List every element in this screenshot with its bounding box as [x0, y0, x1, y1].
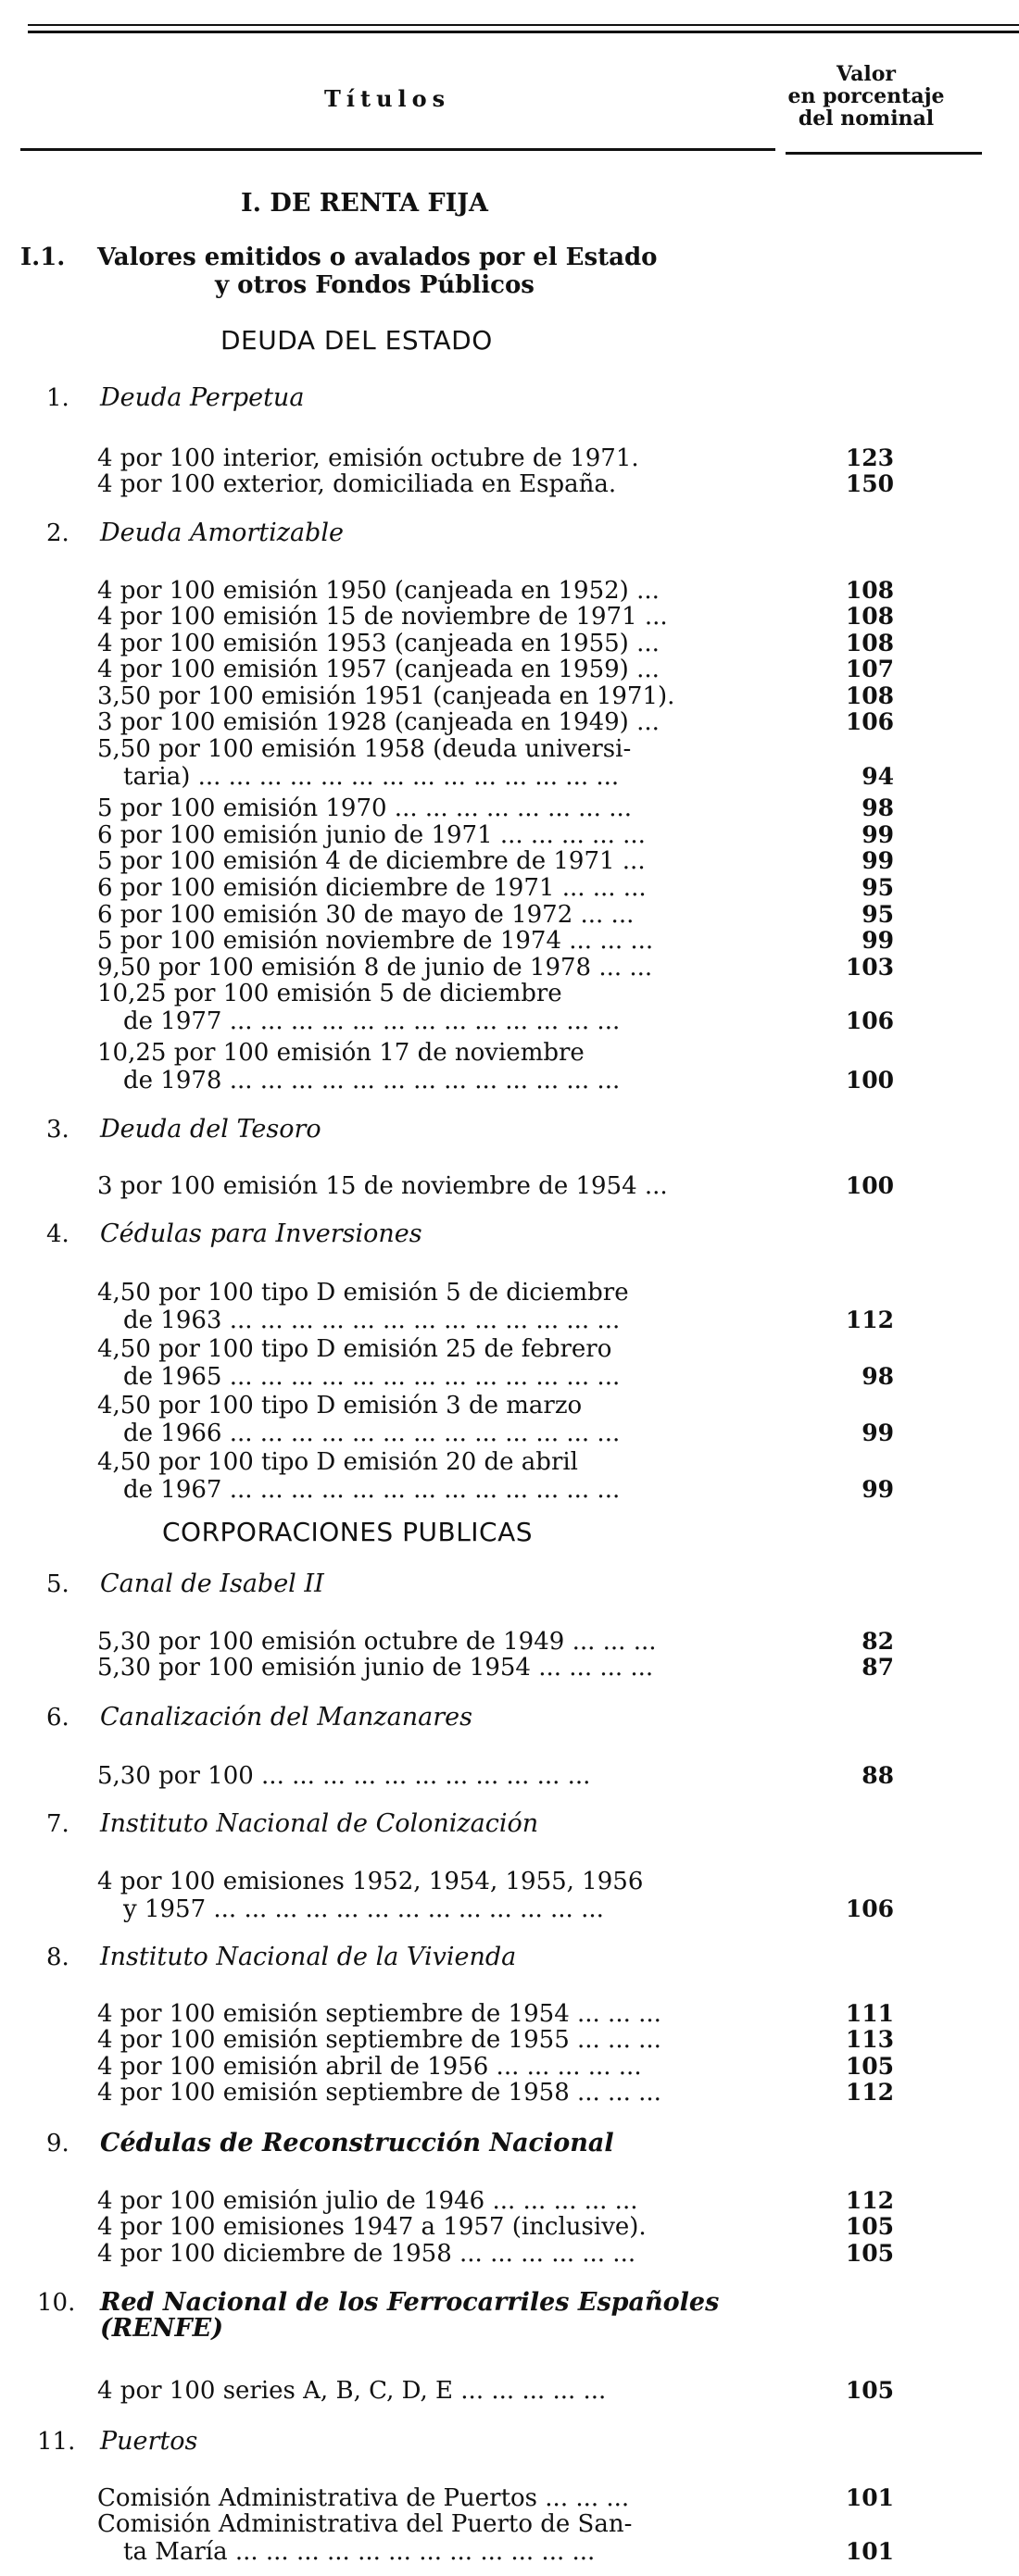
group-title: Deuda del Tesoro: [100, 1115, 321, 1144]
security-entry: [97, 2213, 755, 2241]
security-entry-text: 5,30 por 100 emisión octubre de 1949 ... ... ...: [97, 1628, 657, 1656]
percent-value: 106: [845, 708, 894, 735]
security-entry: [97, 927, 755, 955]
percent-value: 112: [845, 2079, 894, 2106]
security-entry-text: 6 por 100 emisión 30 de mayo de 1972 ... ...: [97, 901, 635, 929]
top-rule-second: [28, 31, 1019, 33]
percent-value: 98: [862, 1363, 894, 1390]
percent-value: 108: [845, 630, 894, 657]
security-entry-text: 4 por 100 emisión septiembre de 1958 ... ... ...: [97, 2079, 661, 2107]
security-entry: [97, 1172, 755, 1200]
security-entry-text: de 1978 ... ... ... ... ... ... ... ... ... ... ... ... ...: [123, 1067, 621, 1094]
security-entry-text: Comisión Administrativa del Puerto de San-: [97, 2510, 633, 2538]
security-entry-text: 4 por 100 diciembre de 1958 ... ... ... ... ... ...: [97, 2240, 636, 2268]
security-entry: [97, 603, 755, 631]
security-entry-text: 4 por 100 emisión 1957 (canjeada en 1959) ...: [97, 656, 660, 683]
security-entry: [97, 954, 755, 982]
percent-value: 98: [862, 794, 894, 821]
security-entry: [97, 735, 755, 791]
security-entry-text: ta María ... ... ... ... ... ... ... ... ... ... ... ...: [123, 2538, 596, 2566]
category-heading: CORPORACIONES PUBLICAS: [162, 1517, 534, 1547]
group-number: 5.: [46, 1570, 69, 1598]
security-entry: [97, 2377, 755, 2405]
percent-value: 105: [845, 2240, 894, 2267]
security-entry-text: 6 por 100 emisión diciembre de 1971 ... ... ...: [97, 874, 647, 902]
security-entry: [97, 1279, 755, 1334]
security-entry-text: de 1963 ... ... ... ... ... ... ... ... ... ... ... ... ...: [123, 1307, 621, 1334]
security-entry: [97, 1868, 755, 1923]
security-entry: [97, 2484, 755, 2512]
category-heading: DEUDA DEL ESTADO: [220, 325, 493, 356]
security-entry-text: 4,50 por 100 tipo D emisión 25 de febrero: [97, 1335, 612, 1363]
header-rule-value: [786, 152, 982, 155]
percent-value: 112: [845, 1307, 894, 1333]
percent-value: 150: [845, 470, 894, 497]
security-entry-text: 5,30 por 100 ... ... ... ... ... ... ... ... ... ... ...: [97, 1762, 591, 1790]
group-number: 6.: [46, 1704, 69, 1732]
security-entry-text: 4,50 por 100 tipo D emisión 20 de abril: [97, 1448, 578, 1476]
group-number: 10.: [37, 2289, 76, 2317]
security-entry-text: 3 por 100 emisión 15 de noviembre de 1954 ...: [97, 1172, 668, 1200]
security-entry-text: 4 por 100 emisión septiembre de 1954 ... ... ...: [97, 2000, 661, 2028]
group-number: 1.: [46, 384, 69, 412]
security-entry-text: 4 por 100 emisión abril de 1956 ... ... ... ... ...: [97, 2053, 642, 2081]
security-entry-text: 3,50 por 100 emisión 1951 (canjeada en 1971).: [97, 682, 675, 710]
percent-value: 106: [845, 1007, 894, 1034]
group-number: 8.: [46, 1944, 69, 1971]
security-entry-text: taria) ... ... ... ... ... ... ... ... ... ... ... ... ... ...: [123, 763, 620, 791]
percent-value: 112: [845, 2187, 894, 2214]
top-rule: [28, 24, 1019, 26]
security-entry: [97, 821, 755, 849]
percent-value: 99: [862, 1476, 894, 1503]
column-header-valor-line: del nominal: [798, 106, 935, 131]
column-header-titulos: Títulos: [324, 85, 451, 112]
security-entry: [97, 2026, 755, 2054]
security-entry-text: de 1967 ... ... ... ... ... ... ... ... ... ... ... ... ...: [123, 1476, 621, 1504]
percent-value: 103: [845, 954, 894, 981]
security-entry-text: 4 por 100 series A, B, C, D, E ... ... ... ... ...: [97, 2377, 607, 2405]
security-entry-text: 4 por 100 emisiones 1952, 1954, 1955, 1956: [97, 1868, 644, 1895]
group-number: 9.: [46, 2130, 69, 2157]
security-entry: [97, 1392, 755, 1447]
group-number: 4.: [46, 1220, 69, 1248]
percent-value: 99: [862, 927, 894, 954]
group-number: 2.: [46, 519, 69, 547]
group-title: Instituto Nacional de la Vivienda: [100, 1943, 517, 1971]
group-title: Red Nacional de los Ferrocarriles Españoles: [100, 2288, 720, 2317]
security-entry-text: 4 por 100 emisión 1953 (canjeada en 1955) ...: [97, 630, 660, 657]
security-entry: [97, 444, 755, 472]
security-entry-text: 4 por 100 interior, emisión octubre de 1971.: [97, 444, 639, 472]
subsection-number: I.1.: [20, 244, 66, 271]
security-entry: [97, 1654, 755, 1682]
column-header-valor-line: en porcentaje: [787, 84, 945, 108]
group-title: Cédulas de Reconstrucción Nacional: [100, 2129, 614, 2157]
security-entry: [97, 874, 755, 902]
percent-value: 100: [845, 1067, 894, 1094]
group-title: Instituto Nacional de Colonización: [100, 1809, 539, 1838]
security-entry-text: 9,50 por 100 emisión 8 de junio de 1978 ... ...: [97, 954, 653, 982]
percent-value: 105: [845, 2213, 894, 2240]
percent-value: 123: [845, 444, 894, 471]
percent-value: 99: [862, 821, 894, 848]
security-entry-text: y 1957 ... ... ... ... ... ... ... ... ... ... ... ... ...: [123, 1895, 604, 1923]
security-entry-text: 10,25 por 100 emisión 5 de diciembre: [97, 980, 562, 1007]
security-entry-text: 5 por 100 emisión 1970 ... ... ... ... ... ... ... ...: [97, 794, 633, 822]
security-entry: [97, 630, 755, 657]
security-entry-text: 4 por 100 emisión 15 de noviembre de 1971 ...: [97, 603, 668, 631]
percent-value: 111: [845, 2000, 894, 2027]
subsection-title-line-2: y otros Fondos Públicos: [215, 271, 535, 299]
header-rule: [20, 148, 775, 151]
percent-value: 108: [845, 682, 894, 709]
security-entry: [97, 2510, 755, 2566]
percent-value: 82: [862, 1628, 894, 1655]
percent-value: 95: [862, 901, 894, 928]
percent-value: 105: [845, 2053, 894, 2080]
group-number: 7.: [46, 1810, 69, 1838]
security-entry: [97, 847, 755, 875]
security-entry: [97, 2000, 755, 2028]
group-title: Puertos: [100, 2427, 198, 2456]
security-entry-text: 5 por 100 emisión 4 de diciembre de 1971 ...: [97, 847, 646, 875]
security-entry-text: 10,25 por 100 emisión 17 de noviembre: [97, 1039, 585, 1067]
percent-value: 99: [862, 847, 894, 874]
security-entry-text: 4 por 100 emisión septiembre de 1955 ... ... ...: [97, 2026, 661, 2054]
security-entry: [97, 470, 755, 498]
percent-value: 108: [845, 603, 894, 630]
security-entry: [97, 2079, 755, 2107]
security-entry-text: de 1966 ... ... ... ... ... ... ... ... ... ... ... ... ...: [123, 1419, 621, 1447]
subsection-title-line-1: Valores emitidos o avalados por el Estado: [97, 244, 658, 271]
security-entry-text: de 1977 ... ... ... ... ... ... ... ... ... ... ... ... ...: [123, 1007, 621, 1035]
security-entry: [97, 980, 755, 1035]
percent-value: 88: [862, 1762, 894, 1789]
percent-value: 94: [862, 763, 894, 790]
security-entry: [97, 2053, 755, 2081]
percent-value: 101: [845, 2538, 894, 2565]
percent-value: 105: [845, 2377, 894, 2404]
security-entry-text: 4,50 por 100 tipo D emisión 5 de diciembre: [97, 1279, 629, 1307]
security-entry-text: 5 por 100 emisión noviembre de 1974 ... ... ...: [97, 927, 654, 955]
security-entry: [97, 1762, 755, 1790]
percent-value: 113: [845, 2026, 894, 2053]
percent-value: 101: [845, 2484, 894, 2511]
security-entry-text: 4 por 100 emisiones 1947 a 1957 (inclusive).: [97, 2213, 647, 2241]
security-entry: [97, 708, 755, 736]
security-entry-text: 4 por 100 emisión julio de 1946 ... ... ... ... ...: [97, 2187, 638, 2215]
security-entry-text: 4,50 por 100 tipo D emisión 3 de marzo: [97, 1392, 583, 1419]
security-entry: [97, 682, 755, 710]
security-entry: [97, 2187, 755, 2215]
group-number: 11.: [37, 2428, 76, 2456]
group-title: Cédulas para Inversiones: [100, 1219, 422, 1248]
group-title: Deuda Amortizable: [100, 519, 344, 547]
group-title: Canalización del Manzanares: [100, 1703, 472, 1732]
security-entry: [97, 656, 755, 683]
security-entry: [97, 2240, 755, 2268]
security-entry: [97, 577, 755, 605]
percent-value: 99: [862, 1419, 894, 1446]
percent-value: 100: [845, 1172, 894, 1199]
security-entry: [97, 1448, 755, 1504]
security-entry: [97, 1335, 755, 1391]
percent-value: 107: [845, 656, 894, 682]
percent-value: 95: [862, 874, 894, 901]
section-title: I. DE RENTA FIJA: [241, 189, 489, 218]
percent-value: 106: [845, 1895, 894, 1922]
security-entry: [97, 794, 755, 822]
security-entry-text: 6 por 100 emisión junio de 1971 ... ... ... ... ...: [97, 821, 646, 849]
column-header-valor: [774, 63, 959, 130]
security-entry-text: 4 por 100 emisión 1950 (canjeada en 1952) ...: [97, 577, 660, 605]
security-entry-text: 5,50 por 100 emisión 1958 (deuda universi-: [97, 735, 632, 763]
percent-value: 87: [862, 1654, 894, 1681]
security-entry: [97, 1039, 755, 1094]
group-title: (RENFE): [100, 2314, 223, 2343]
security-entry: [97, 1628, 755, 1656]
group-title: Canal de Isabel II: [100, 1569, 324, 1598]
security-entry-text: 5,30 por 100 emisión junio de 1954 ... ... ... ...: [97, 1654, 654, 1682]
security-entry-text: de 1965 ... ... ... ... ... ... ... ... ... ... ... ... ...: [123, 1363, 621, 1391]
security-entry: [97, 901, 755, 929]
group-number: 3.: [46, 1116, 69, 1144]
security-entry-text: 3 por 100 emisión 1928 (canjeada en 1949) ...: [97, 708, 660, 736]
security-entry-text: Comisión Administrativa de Puertos ... ... ...: [97, 2484, 630, 2512]
column-header-valor-line: Valor: [837, 62, 896, 86]
percent-value: 108: [845, 577, 894, 604]
group-title: Deuda Perpetua: [100, 383, 305, 412]
security-entry-text: 4 por 100 exterior, domiciliada en España.: [97, 470, 617, 498]
